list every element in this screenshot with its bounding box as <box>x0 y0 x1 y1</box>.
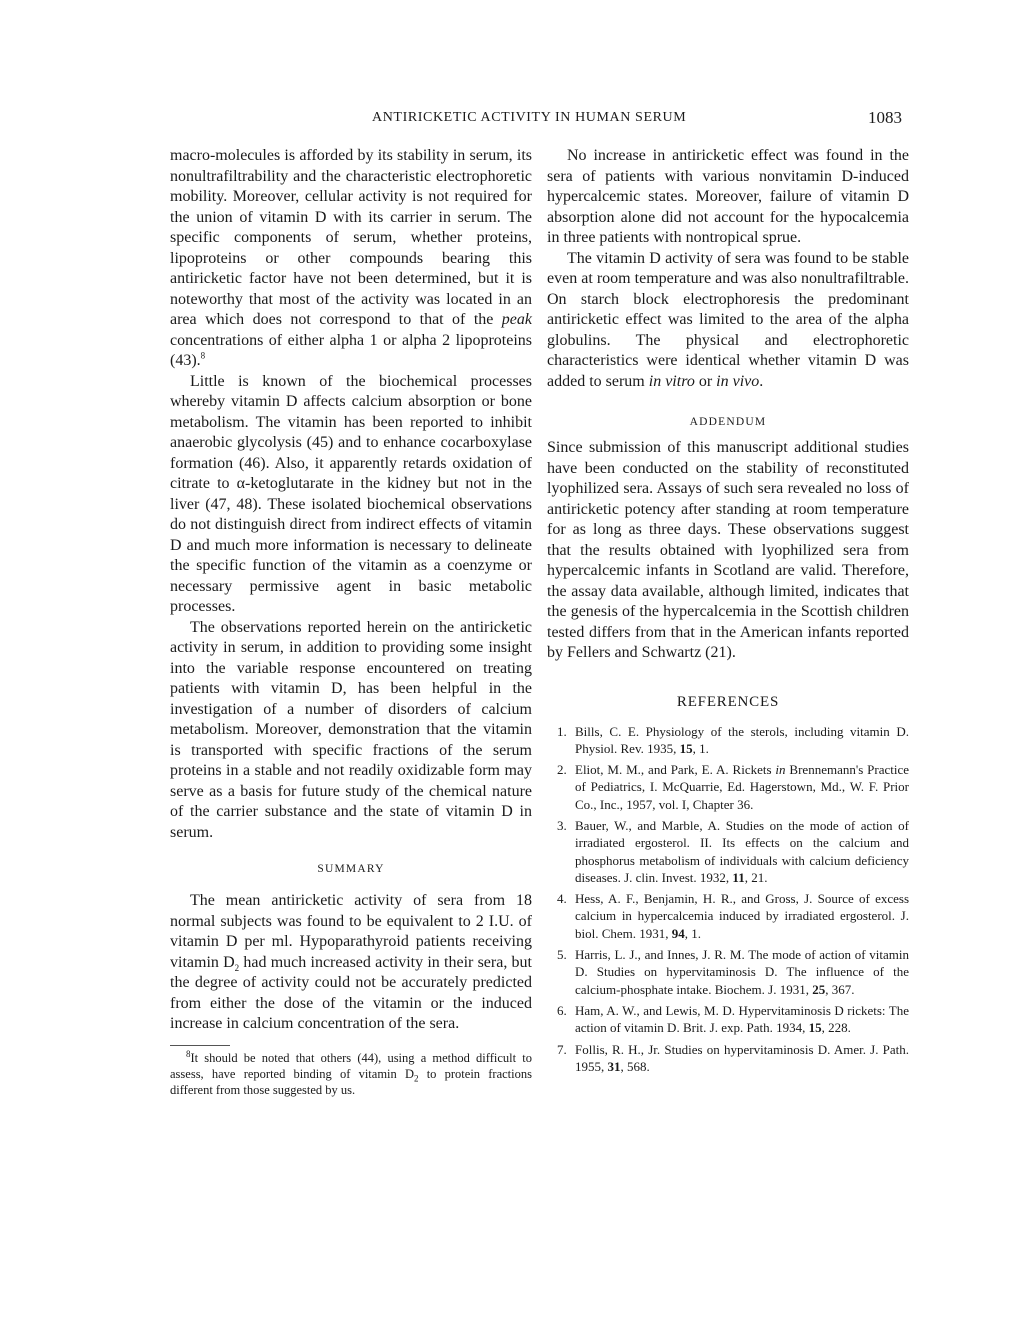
emphasis: peak <box>501 311 532 328</box>
footnote-marker: 8 <box>200 350 206 361</box>
paragraph: The vitamin D activity of sera was found to be stable even at room temperature and was also nonultrafiltrable. On starch block electrophoresis the predominant antiricketic effect was limited to the area of the alpha globulins. The physical and electrophoretic characteristics were identical whether vitamin D was added to serum in vitro or in vivo. <box>547 249 909 390</box>
reference-item: 4. Hess, A. F., Benjamin, H. R., and Gross, J. Source of excess calcium in hypercalcemia induced by irradiated ergosterol. J. biol. Chem. 1931, 94, 1. <box>557 891 909 941</box>
addendum-text: Since submission of this manuscript additional studies have been conducted on the stability of reconstituted lyophilized sera. Assays of such sera revealed no loss of antiricketic potency after standing at room temperature for as long as three days. These observations suggest that the results obtained with lyophilized sera from hypercalcemic infants in Scotland are valid. Therefore, the assay data available, although limited, indicates that the genesis of the hypercalcemia in the Scottish children tested differs from that in the American infants reported by Fellers and Schwartz (21). <box>547 439 909 661</box>
reference-item: 5. Harris, L. J., and Innes, J. R. M. The mode of action of vitamin D. Studies on hypervitaminosis D. The influence of the calcium-phosphate intake. Biochem. J. 1931, 25, 367. <box>557 947 909 997</box>
reference-item: 7. Follis, R. H., Jr. Studies on hypervitaminosis D. Amer. J. Path. 1955, 31, 568. <box>557 1041 909 1074</box>
reference-item: 1. Bills, C. E. Physiology of the sterols, including vitamin D. Physiol. Rev. 1935, 15, 1. <box>557 723 909 756</box>
footnote-marker: 8 <box>186 1048 191 1059</box>
footnote: $^8$It should be noted that others (44), using a method difficult to assess, have reported binding of vitamin $D_2$ to protein fractions different from those suggested by us. <box>170 1045 532 1098</box>
reference-item: 2. Eliot, M. M., and Park, E. A. Rickets in Brennemann's Practice of Pediatrics, I. McQuarrie, Ed. Hagerstown, Md., W. F. Prior Co., Inc., 1957, vol. I, Chapter 36. <box>557 762 909 812</box>
reference-item: 3. Bauer, W., and Marble, A. Studies on the mode of action of irradiated ergosterol. II. Its effects on the calcium and phosphorus metabolism of individuals with calcium deficiency diseases. J. clin. Invest. 1932, 11, 21. <box>557 817 909 885</box>
addendum-heading: ADDENDUM <box>689 416 767 428</box>
summary-heading: SUMMARY <box>317 863 385 875</box>
paragraph: The observations reported herein on the antiricketic activity in serum, in addition to providing some insight into the variable response encountered on treating patients with vitamin D, has been helpful in the investigation of a number of disorders of calcium metabolism. Moreover, demonstration that the vitamin is transported with specific fractions of the serum proteins in a stable and not readily oxidizable form may serve as a basis for future study of the chemical nature of the carrier substance and the state of vitamin D in serum. <box>170 618 532 841</box>
paragraph: Little is known of the biochemical processes whereby vitamin D affects calcium absorption or bone metabolism. The vitamin has been reported to inhibit anaerobic glycolysis (45) and to enhance cocarboxylase formation (46). Also, it apparently retards oxidation of citrate to α-ketoglutarate in the kidney but not in the liver (47, 48). These isolated biochemical observations do not distinguish direct from indirect effects of vitamin D and much more information is necessary to delineate the specific function of the vitamin as a coenzyme or necessary permissive agent in basic metabolic processes. <box>170 372 532 615</box>
footnote-rule <box>170 1045 230 1046</box>
paragraph: macro-molecules is afforded by its stability in serum, its nonultrafiltrability and the characteristic electrophoretic mobility. Moreover, cellular activity is not required for the union of vitamin D with its carrier in serum. The specific components of serum, whether proteins, lipoproteins or other compounds bearing this antiricketic factor have not been determined, but it is noteworthy that most of the activity was located in an area which does not correspond to that of the peak concentrations of either alpha 1 or alpha 2 lipoproteins (43).$^8$ <box>170 147 532 369</box>
running-title: ANTIRICKETIC ACTIVITY IN HUMAN SERUM <box>372 110 687 125</box>
references-heading: REFERENCES <box>676 693 780 710</box>
reference-item: 6. Ham, A. W., and Lewis, M. D. Hypervitaminosis D rickets: The action of vitamin D. Brit. J. exp. Path. 1934, 15, 228. <box>557 1002 909 1036</box>
paragraph: No increase in antiricketic effect was found in the sera of patients with various nonvitamin D-induced hypercalcemic states. Moreover, failure of vitamin D absorption alone did not account for the hypocalcemia in three patients with nontropical sprue. <box>547 147 909 246</box>
reference-list <box>547 723 909 1076</box>
page-number: 1083 <box>868 108 902 127</box>
left-column <box>170 146 532 1098</box>
right-column <box>547 146 909 1079</box>
summary-paragraph: The mean antiricketic activity of sera from 18 normal subjects was found to be equivalent to 2 I.U. of vitamin D per ml. Hypoparathyroid patients receiving vitamin $D_2$ had much increased activity in their sera, but the degree of activity could not be accurately predicted from either the dose of the vitamin or the induced increase in calcium concentration of the sera. <box>170 892 532 1032</box>
